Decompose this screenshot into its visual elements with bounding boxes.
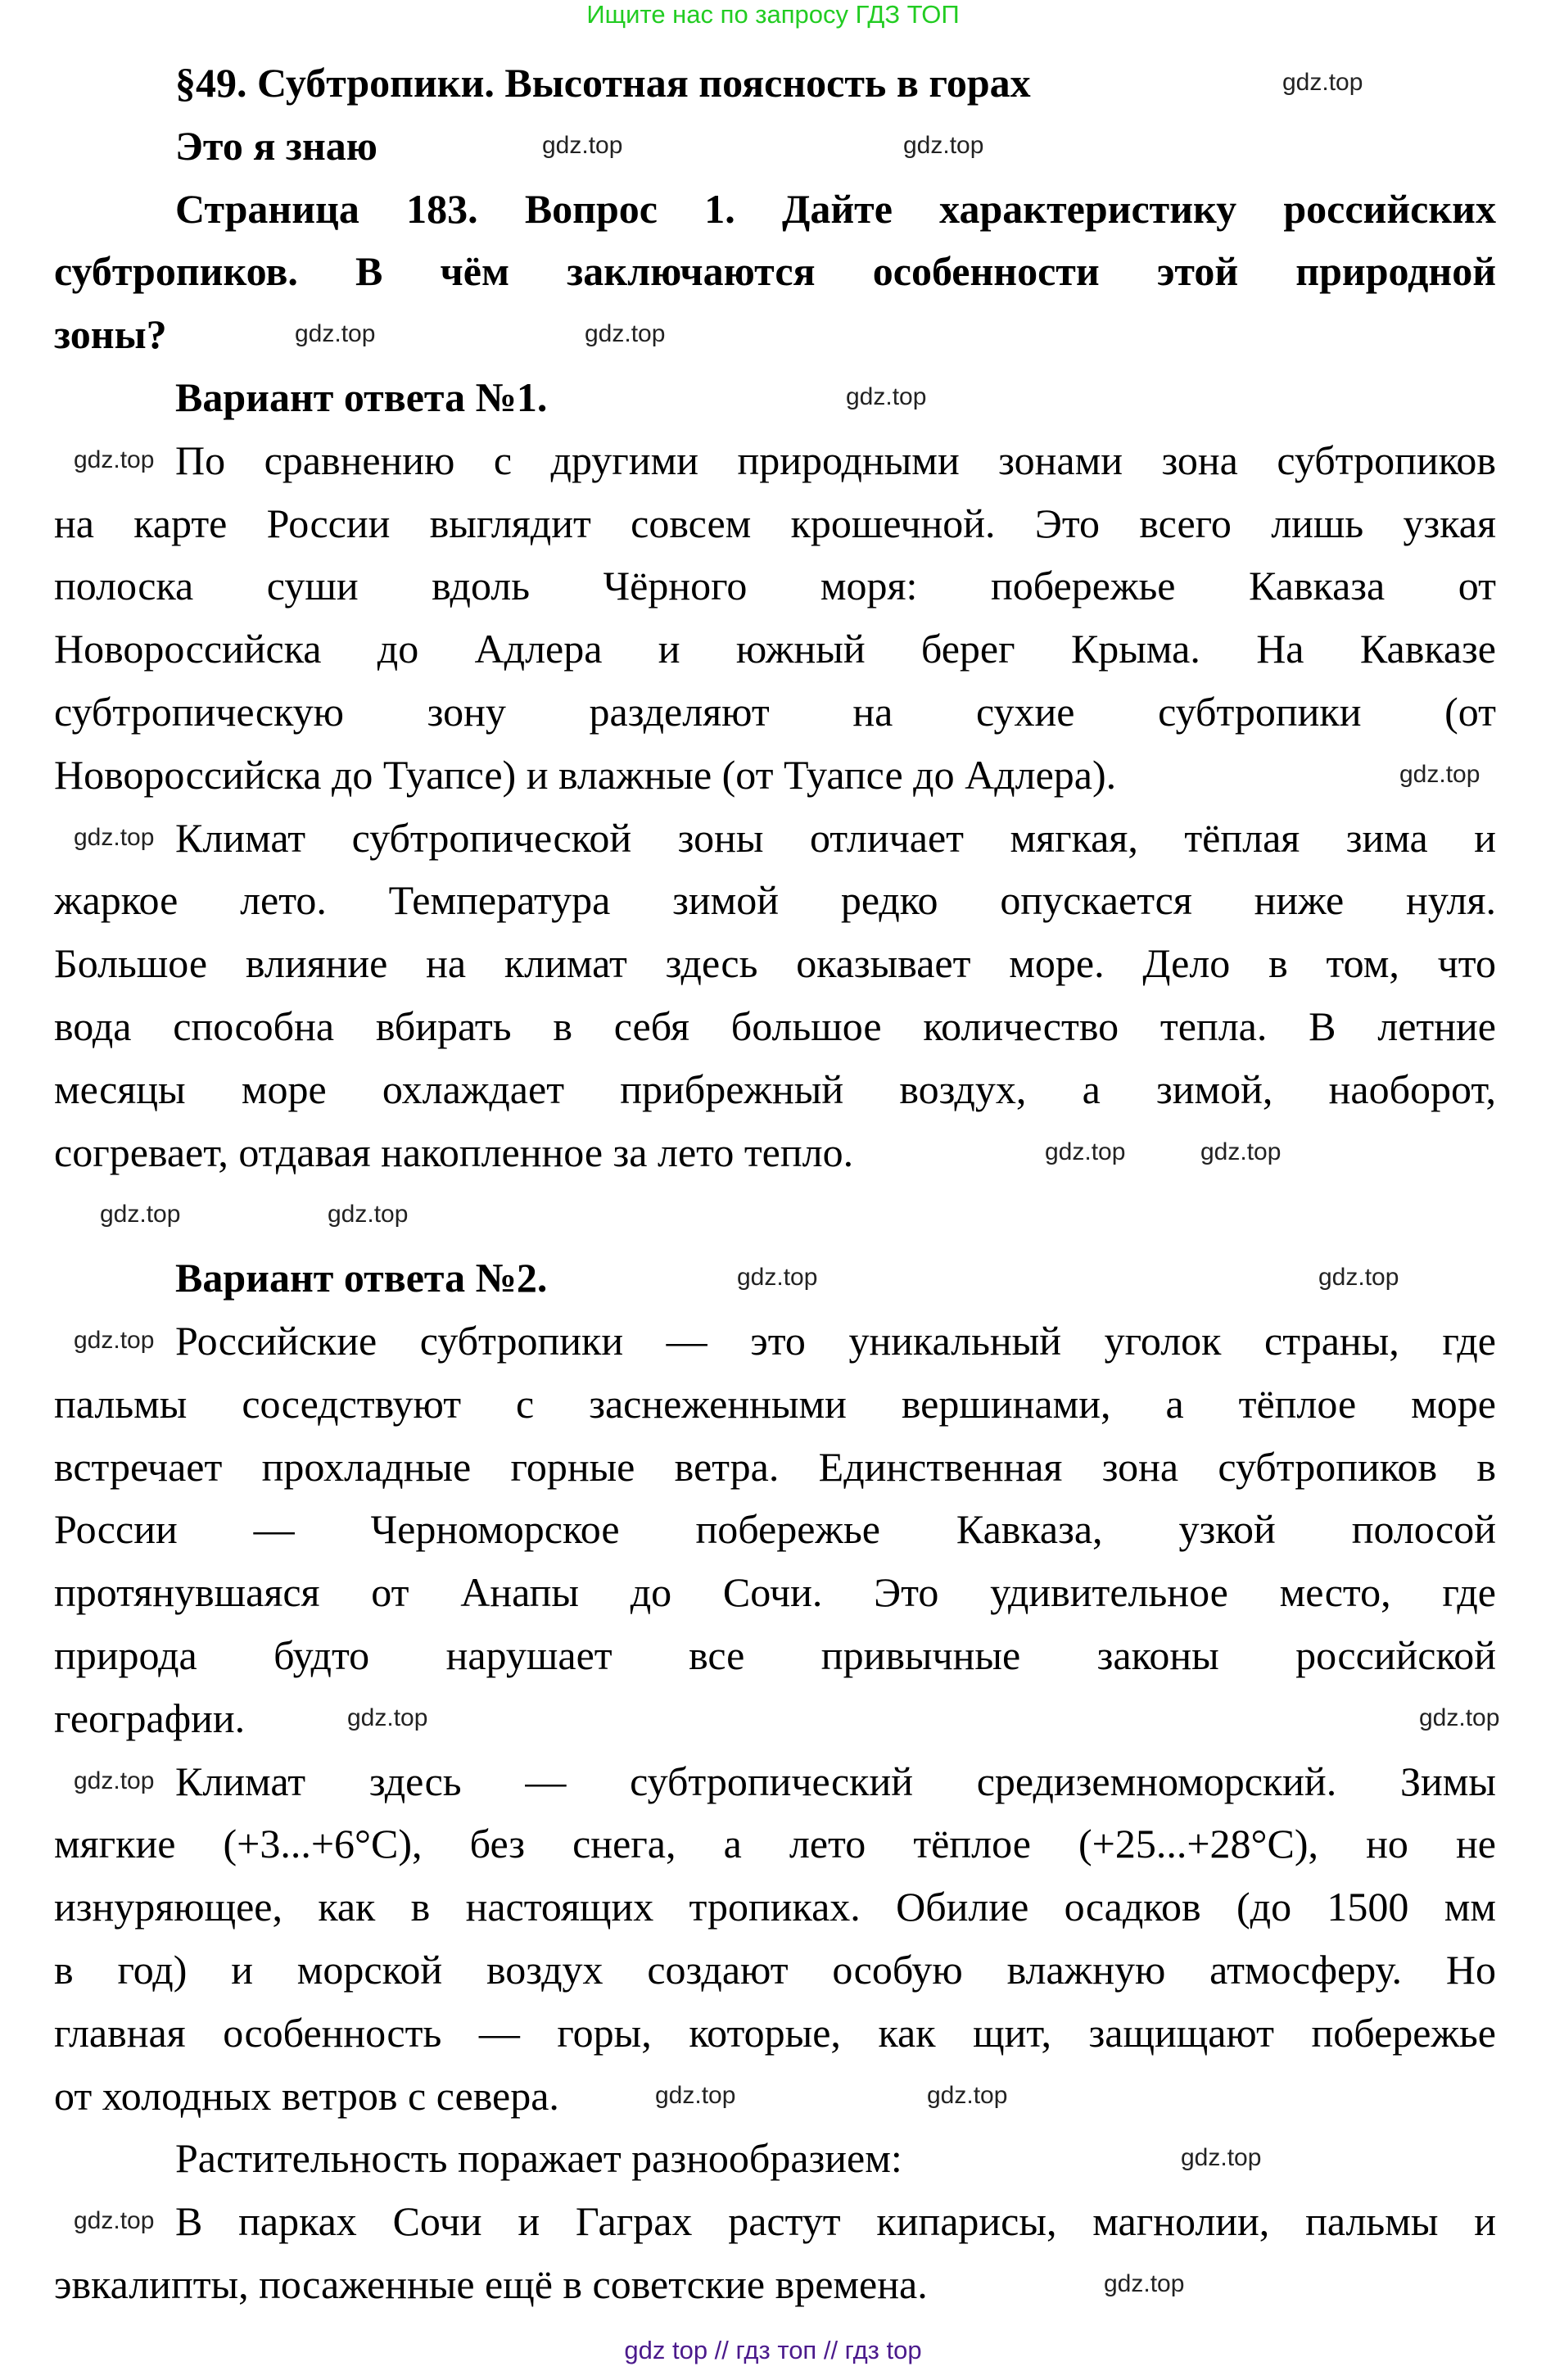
watermark: gdz.top <box>1399 761 1480 788</box>
blank-line <box>54 1183 1496 1247</box>
text-line: Российские субтропики — это уникальный уголок страны, где <box>175 1317 1496 1364</box>
text-line: вода способна вбирать в себя большое количество тепла. В летние <box>54 1002 1496 1049</box>
text-line: России — Черноморское побережье Кавказа, узкой полосой <box>54 1506 1496 1553</box>
watermark: gdz.top <box>927 2082 1008 2109</box>
heading-line: субтропиков. В чём заключаются особенности этой природной <box>54 248 1496 295</box>
text-line: эвкалипты, посаженные ещё в советские времена. <box>54 2260 928 2307</box>
text-line: изнуряющее, как в настоящих тропиках. Обилие осадков (до 1500 мм <box>54 1884 1496 1930</box>
document-body <box>54 52 1496 2316</box>
watermark: gdz.top <box>1045 1138 1126 1165</box>
watermark: gdz.top <box>655 2082 736 2109</box>
heading-line: §49. Субтропики. Высотная поясность в горах <box>175 60 1031 106</box>
text-line: протянувшаяся от Анапы до Сочи. Это удивительное место, где <box>54 1569 1496 1616</box>
watermark: gdz.top <box>74 446 155 473</box>
watermark: gdz.top <box>74 1767 155 1794</box>
watermark: gdz.top <box>74 2207 155 2234</box>
watermark: gdz.top <box>1419 1704 1500 1731</box>
watermark: gdz.top <box>1282 69 1363 96</box>
watermark: gdz.top <box>347 1704 428 1731</box>
text-line: Климат субтропической зоны отличает мягкая, тёплая зима и <box>175 814 1496 861</box>
text-line: природа будто нарушает все привычные законы российской <box>54 1631 1496 1678</box>
text-line: географии. <box>54 1695 246 1741</box>
watermark: gdz.top <box>74 824 155 851</box>
watermark: gdz.top <box>1318 1264 1399 1291</box>
text-line: В парках Сочи и Гаграх растут кипарисы, магнолии, пальмы и <box>175 2198 1496 2245</box>
text-line: Новороссийска до Туапсе) и влажные (от Туапсе до Адлера). <box>54 751 1117 798</box>
watermark: gdz.top <box>903 132 984 159</box>
text-line: согревает, отдавая накопленное за лето тепло. <box>54 1129 854 1175</box>
watermark: gdz.top <box>1181 2144 1262 2171</box>
text-line: месяцы море охлаждает прибрежный воздух, а зимой, наоборот, <box>54 1066 1496 1112</box>
text-line: Большое влияние на климат здесь оказывает море. Дело в том, что <box>54 940 1496 987</box>
text-line: мягкие (+3...+6°С), без снега, а лето тёплое (+25...+28°С), но не <box>54 1821 1496 1867</box>
text-line: Растительность поражает разнообразием: <box>175 2135 902 2182</box>
watermark: gdz.top <box>585 320 666 347</box>
watermark: gdz.top <box>846 383 927 410</box>
text-line: на карте России выглядит совсем крошечной. Это всего лишь узкая <box>54 500 1496 546</box>
heading-line: Вариант ответа №2. <box>175 1255 548 1301</box>
heading-line: Это я знаю <box>175 122 377 169</box>
watermark: gdz.top <box>100 1201 181 1228</box>
text-line: полоска суши вдоль Чёрного моря: побережье Кавказа от <box>54 563 1496 609</box>
heading-line: Вариант ответа №1. <box>175 373 548 420</box>
watermark: gdz.top <box>1104 2270 1185 2297</box>
watermark: gdz.top <box>1200 1138 1282 1165</box>
heading-line: зоны? <box>54 311 167 358</box>
text-line: Климат здесь — субтропический средиземноморский. Зимы <box>175 1758 1496 1804</box>
footer-links[interactable]: gdz top // гдз топ // гдз top <box>624 2336 922 2364</box>
text-line: пальмы соседствуют с заснеженными вершинами, а тёплое море <box>54 1380 1496 1427</box>
watermark: gdz.top <box>737 1264 818 1291</box>
watermark: gdz.top <box>74 1327 155 1354</box>
text-line: от холодных ветров с севера. <box>54 2072 559 2119</box>
text-line: По сравнению с другими природными зонами зона субтропиков <box>175 437 1496 483</box>
text-line: главная особенность — горы, которые, как щит, защищают побережье <box>54 2009 1496 2056</box>
text-line: Новороссийска до Адлера и южный берег Крыма. На Кавказе <box>54 626 1496 672</box>
text-line: субтропическую зону разделяют на сухие субтропики (от <box>54 688 1496 735</box>
watermark: gdz.top <box>295 320 376 347</box>
text-line: в год) и морской воздух создают особую влажную атмосферу. Но <box>54 1946 1496 1993</box>
text-line: жаркое лето. Температура зимой редко опускается ниже нуля. <box>54 877 1496 924</box>
search-banner-link[interactable]: Ищите нас по запросу ГДЗ ТОП <box>586 0 960 29</box>
text-line: встречает прохладные горные ветра. Единственная зона субтропиков в <box>54 1443 1496 1490</box>
watermark: gdz.top <box>542 132 623 159</box>
heading-line: Страница 183. Вопрос 1. Дайте характеристику российских <box>175 185 1496 232</box>
watermark: gdz.top <box>328 1201 409 1228</box>
